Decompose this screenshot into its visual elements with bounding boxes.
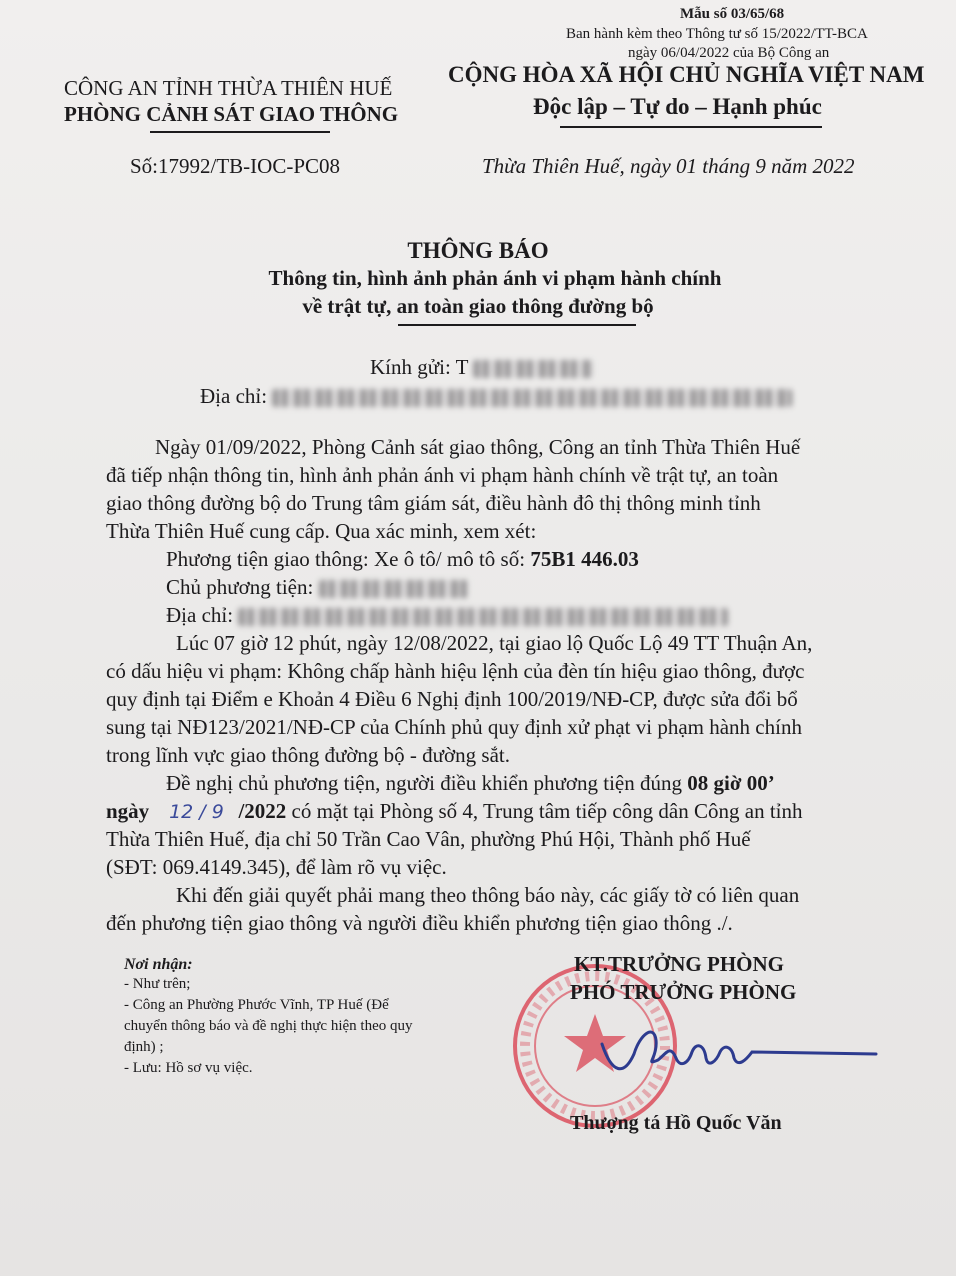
recipient-prefix: T: [455, 355, 469, 379]
signature-role1: KT.TRƯỞNG PHÒNG: [574, 952, 784, 976]
p3-text: Đề nghị chủ phương tiện, người điều khiển phương tiện đúng: [166, 771, 688, 795]
motto-underline: [560, 126, 822, 128]
handwritten-signature: [596, 1014, 886, 1084]
recipient-item: - Lưu: Hồ sơ vụ việc.: [124, 1060, 253, 1076]
vehicle-label: Phương tiện giao thông: Xe ô tô/ mô tô số:: [166, 547, 531, 571]
doc-number: Số:17992/TB-IOC-PC08: [130, 154, 341, 178]
handwritten-date: 12 / 9: [169, 801, 224, 823]
place-date: Thừa Thiên Huế, ngày 01 tháng 9 năm 2022: [482, 154, 855, 178]
redacted-owner-address: [238, 608, 728, 626]
form-code: Mẫu số 03/65/68: [680, 6, 785, 22]
recipient-item: chuyển thông báo và đề nghị thực hiện theo quy: [124, 1018, 413, 1034]
owner-line: [166, 574, 469, 600]
recipients-title: Nơi nhận:: [124, 956, 193, 973]
p4-line2: đến phương tiện giao thông và người điều khiển phương tiện giao thông ./.: [106, 911, 733, 935]
notice-subtitle-line1: Thông tin, hình ảnh phản ánh vi phạm hành chính: [268, 266, 722, 290]
subtitle-underline: [398, 324, 636, 326]
form-issued-date: ngày 06/04/2022 của Bộ Công an: [628, 45, 830, 61]
vehicle-line: [166, 546, 639, 572]
p2-line3: quy định tại Điểm e Khoản 4 Điều 6 Nghị định 100/2019/NĐ-CP, được sửa đổi bổ: [106, 687, 798, 711]
recipient-address-line: [200, 383, 792, 409]
recipient-item: - Công an Phường Phước Vĩnh, TP Huế (Để: [124, 997, 389, 1013]
p1-line1: Ngày 01/09/2022, Phòng Cảnh sát giao thông, Công an tỉnh Thừa Thiên Huế: [155, 435, 801, 459]
p1-line4: Thừa Thiên Huế cung cấp. Qua xác minh, xem xét:: [106, 519, 537, 543]
owner-address-line: [166, 602, 728, 628]
p2-line1: Lúc 07 giờ 12 phút, ngày 12/08/2022, tại giao lộ Quốc Lộ 49 TT Thuận An,: [176, 631, 813, 655]
owner-label: Chủ phương tiện:: [166, 575, 314, 599]
recipient-address-label: Địa chỉ:: [200, 384, 273, 408]
redacted-recipient-name: [473, 360, 593, 378]
recipient-line: [370, 354, 593, 380]
country-name: CỘNG HÒA XÃ HỘI CHỦ NGHĨA VIỆT NAM: [448, 62, 925, 87]
agency-underline: [150, 131, 330, 133]
p3-line1: [166, 770, 775, 796]
recipient-item: định) ;: [124, 1039, 164, 1055]
recipient-label: Kính gửi:: [370, 355, 456, 379]
p1-line3: giao thông đường bộ do Trung tâm giám sát, điều hành đô thị thông minh tỉnh: [106, 491, 761, 515]
p3-line2: [106, 798, 803, 825]
p3-day-label: ngày: [106, 799, 150, 823]
notice-title: THÔNG BÁO: [407, 238, 549, 263]
p3-time: 08 giờ 00’: [687, 771, 775, 795]
p1-line2: đã tiếp nhận thông tin, hình ảnh phản ánh vi phạm hành chính về trật tự, an toàn: [106, 463, 779, 487]
p3-line3: Thừa Thiên Huế, địa chỉ 50 Trần Cao Vân, phường Phú Hội, Thành phố Huế: [106, 827, 751, 851]
p3-year: /2022: [238, 799, 287, 823]
signature-role2: PHÓ TRƯỞNG PHÒNG: [570, 980, 797, 1004]
vehicle-plate: 75B1 446.03: [530, 547, 639, 571]
p3-line2-rest: có mặt tại Phòng số 4, Trung tâm tiếp công dân Công an tỉnh: [286, 799, 803, 823]
p4-line1: Khi đến giải quyết phải mang theo thông báo này, các giấy tờ có liên quan: [176, 883, 800, 907]
country-motto: Độc lập – Tự do – Hạnh phúc: [533, 94, 822, 119]
p2-line5: trong lĩnh vực giao thông đường bộ - đường sắt.: [106, 743, 510, 767]
signer-name: Thượng tá Hồ Quốc Văn: [570, 1112, 782, 1134]
agency-parent: CÔNG AN TỈNH THỪA THIÊN HUẾ: [64, 76, 393, 100]
p2-line4: sung tại NĐ123/2021/NĐ-CP của Chính phủ quy định xử phạt vi phạm hành chính: [106, 715, 802, 739]
owner-address-label: Địa chỉ:: [166, 603, 239, 627]
agency-name: PHÒNG CẢNH SÁT GIAO THÔNG: [64, 102, 399, 126]
p3-line4: (SĐT: 069.4149.345), để làm rõ vụ việc.: [106, 855, 447, 879]
redacted-owner-name: [319, 580, 469, 598]
recipient-item: - Như trên;: [124, 976, 191, 992]
redacted-recipient-address: [272, 389, 792, 407]
notice-subtitle-line2: về trật tự, an toàn giao thông đường bộ: [302, 294, 654, 318]
form-issued-with: Ban hành kèm theo Thông tư số 15/2022/TT-BCA: [566, 26, 868, 42]
p2-line2: có dấu hiệu vi phạm: Không chấp hành hiệu lệnh của đèn tín hiệu giao thông, được: [106, 659, 805, 683]
